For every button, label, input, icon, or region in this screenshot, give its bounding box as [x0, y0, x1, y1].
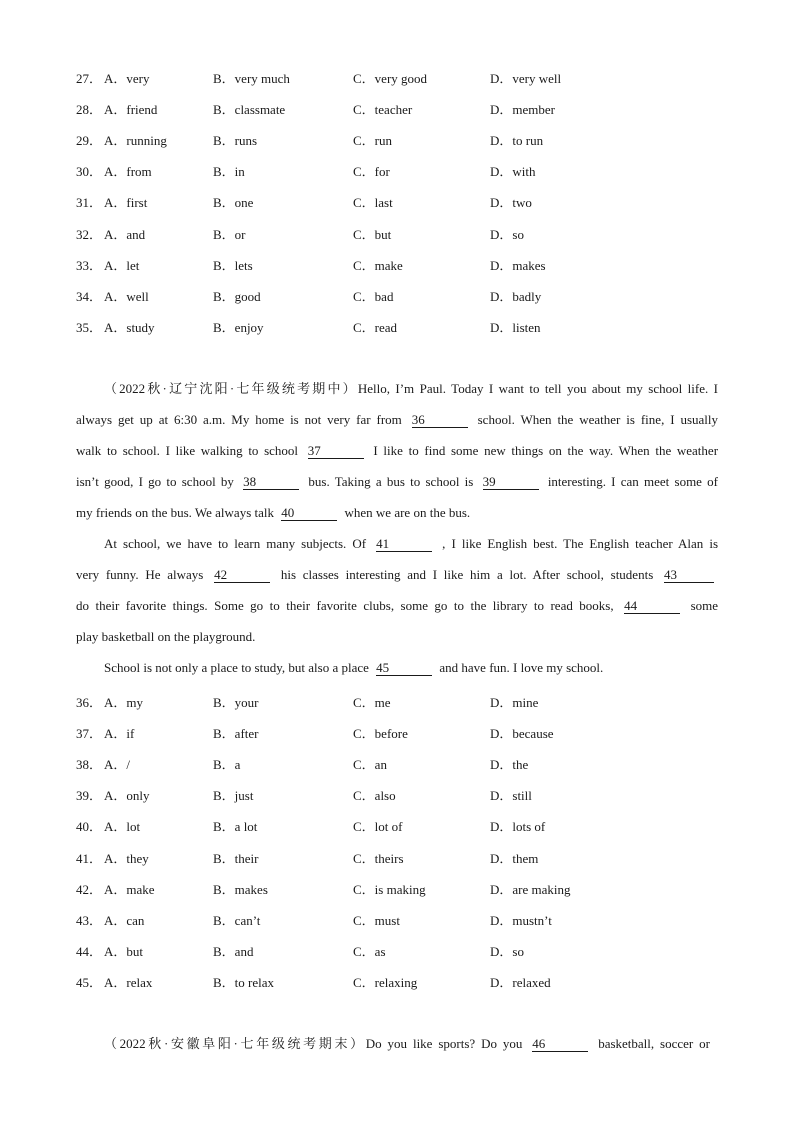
- option-a: A．my: [104, 695, 144, 710]
- question-number: 30．: [76, 164, 103, 179]
- option-b: B．one: [213, 195, 254, 210]
- passage-text: his classes interesting and I like him a lot. After school, students: [280, 567, 654, 582]
- option-b: B．a: [213, 757, 241, 772]
- blank-37[interactable]: 37: [308, 443, 364, 459]
- option-d: D．still: [490, 788, 532, 803]
- option-b: B．enjoy: [213, 320, 264, 335]
- option-d: D．member: [490, 102, 555, 117]
- option-b: B．can’t: [213, 913, 261, 928]
- option-a: A．relax: [104, 975, 153, 990]
- question-number: 32．: [76, 227, 103, 242]
- option-c: C．lot of: [353, 819, 403, 834]
- passage-text: school. When the weather is fine, I usually: [477, 412, 719, 427]
- question-number: 31．: [76, 195, 103, 210]
- option-d: D．mustn’t: [490, 913, 552, 928]
- question-number: 36．: [76, 695, 103, 710]
- option-d: D．mine: [490, 695, 539, 710]
- passage-line: [76, 466, 718, 497]
- question-number: 44．: [76, 944, 103, 959]
- option-b: B．very much: [213, 71, 290, 86]
- option-c: C．an: [353, 757, 387, 772]
- option-a: A．first: [104, 195, 148, 210]
- option-b: B．in: [213, 164, 245, 179]
- question-number: 39．: [76, 788, 103, 803]
- passage-text: my friends on the bus. We always talk: [76, 505, 275, 520]
- question-number: 42．: [76, 882, 103, 897]
- option-b: B．their: [213, 851, 259, 866]
- option-b: B．to relax: [213, 975, 275, 990]
- option-b: B．after: [213, 726, 259, 741]
- option-d: D．because: [490, 726, 554, 741]
- option-c: C．is making: [353, 882, 426, 897]
- passage-line: [76, 373, 718, 404]
- option-c: C．theirs: [353, 851, 404, 866]
- option-d: D．the: [490, 757, 529, 772]
- passage-text: very funny. He always: [76, 567, 204, 582]
- option-c: C．before: [353, 726, 408, 741]
- option-a: A．lot: [104, 819, 141, 834]
- option-d: D．so: [490, 227, 524, 242]
- option-c: C．read: [353, 320, 398, 335]
- option-a: A．/: [104, 757, 131, 772]
- option-a: A．well: [104, 289, 149, 304]
- option-c: C．me: [353, 695, 391, 710]
- question-number: 28．: [76, 102, 103, 117]
- option-d: D．them: [490, 851, 539, 866]
- passage-text: School is not only a place to study, but also a place: [104, 660, 369, 675]
- passage-source: （2022秋·安徽阜阳·七年级统考期末）: [104, 1036, 366, 1051]
- blank-38[interactable]: 38: [243, 474, 299, 490]
- passage-text: and have fun. I love my school.: [439, 660, 604, 675]
- blank-41[interactable]: 41: [376, 536, 432, 552]
- option-a: A．study: [104, 320, 155, 335]
- option-c: C．but: [353, 227, 392, 242]
- option-d: D．makes: [490, 258, 546, 273]
- passage-line: [76, 404, 718, 435]
- blank-39[interactable]: 39: [483, 474, 539, 490]
- option-d: D．so: [490, 944, 524, 959]
- next-passage: [104, 1028, 710, 1059]
- option-b: B．lets: [213, 258, 253, 273]
- question-number: 33．: [76, 258, 103, 273]
- blank-46[interactable]: 46: [532, 1036, 588, 1052]
- option-b: B．good: [213, 289, 261, 304]
- option-a: A．make: [104, 882, 155, 897]
- option-c: C．teacher: [353, 102, 413, 117]
- question-number: 29．: [76, 133, 103, 148]
- passage-line: [76, 590, 718, 621]
- question-number: 34．: [76, 289, 103, 304]
- passage-text: isn’t good, I go to school by: [76, 474, 234, 489]
- blank-43[interactable]: 43: [664, 567, 714, 583]
- question-number: 27．: [76, 71, 103, 86]
- blank-42[interactable]: 42: [214, 567, 270, 583]
- option-d: D．to run: [490, 133, 544, 148]
- blank-40[interactable]: 40: [281, 505, 337, 521]
- option-a: A．can: [104, 913, 145, 928]
- option-b: B．and: [213, 944, 254, 959]
- passage-text: Hello, I’m Paul. Today I want to tell you about my school life. I: [357, 381, 718, 396]
- option-c: C．as: [353, 944, 386, 959]
- option-c: C．for: [353, 164, 390, 179]
- option-a: A．friend: [104, 102, 158, 117]
- question-number: 35．: [76, 320, 103, 335]
- blank-44[interactable]: 44: [624, 598, 680, 614]
- passage-line: [76, 652, 718, 683]
- cloze-passage: [76, 373, 718, 683]
- passage-text: bus. Taking a bus to school is: [308, 474, 474, 489]
- question-number: 43．: [76, 913, 103, 928]
- passage-text: At school, we have to learn many subjects. Of: [104, 536, 367, 551]
- option-a: A．only: [104, 788, 150, 803]
- passage-text: basketball, soccer or: [598, 1036, 710, 1051]
- option-b: B．just: [213, 788, 254, 803]
- passage-text: , I like English best. The English teacher Alan is: [442, 536, 719, 551]
- option-a: A．if: [104, 726, 135, 741]
- option-d: D．very well: [490, 71, 562, 86]
- question-number: 41．: [76, 851, 103, 866]
- passage-text: I like to find some new things on the way. When the weather: [373, 443, 719, 458]
- blank-36[interactable]: 36: [412, 412, 468, 428]
- passage-line: [76, 621, 718, 652]
- option-b: B．or: [213, 227, 246, 242]
- option-c: C．very good: [353, 71, 428, 86]
- option-c: C．bad: [353, 289, 394, 304]
- passage-source: （2022秋·辽宁沈阳·七年级统考期中）: [104, 381, 358, 396]
- passage-line: [76, 435, 718, 466]
- passage-text: walk to school. I like walking to school: [76, 443, 299, 458]
- option-d: D．are making: [490, 882, 571, 897]
- option-d: D．badly: [490, 289, 542, 304]
- option-a: A．from: [104, 164, 152, 179]
- option-c: C．run: [353, 133, 393, 148]
- passage-text: some: [690, 598, 719, 613]
- option-d: D．relaxed: [490, 975, 551, 990]
- passage-text: when we are on the bus.: [344, 505, 471, 520]
- passage-text: interesting. I can meet some of: [547, 474, 719, 489]
- option-c: C．make: [353, 258, 403, 273]
- option-c: C．relaxing: [353, 975, 418, 990]
- blank-45[interactable]: 45: [376, 660, 432, 676]
- passage-line: [104, 1028, 710, 1059]
- option-c: C．must: [353, 913, 400, 928]
- option-a: A．and: [104, 227, 146, 242]
- passage-line: [76, 528, 718, 559]
- option-b: B．runs: [213, 133, 258, 148]
- passage-line: [76, 559, 718, 590]
- option-a: A．very: [104, 71, 150, 86]
- question-number: 45．: [76, 975, 103, 990]
- question-number: 38．: [76, 757, 103, 772]
- option-a: A．they: [104, 851, 149, 866]
- option-b: B．makes: [213, 882, 268, 897]
- question-number: 37．: [76, 726, 103, 741]
- option-d: D．with: [490, 164, 536, 179]
- option-d: D．listen: [490, 320, 541, 335]
- option-a: A．but: [104, 944, 144, 959]
- option-c: C．also: [353, 788, 396, 803]
- option-b: B．your: [213, 695, 259, 710]
- passage-text: always get up at 6:30 a.m. My home is not very far from: [76, 412, 402, 427]
- question-number: 40．: [76, 819, 103, 834]
- option-a: A．let: [104, 258, 140, 273]
- option-d: D．lots of: [490, 819, 546, 834]
- passage-line: [76, 497, 718, 528]
- passage-text: play basketball on the playground.: [76, 629, 256, 644]
- option-d: D．two: [490, 195, 532, 210]
- passage-text: Do you like sports? Do you: [365, 1036, 523, 1051]
- option-a: A．running: [104, 133, 167, 148]
- option-b: B．classmate: [213, 102, 286, 117]
- passage-text: do their favorite things. Some go to their favorite clubs, some go to the library to read books,: [76, 598, 614, 613]
- option-b: B．a lot: [213, 819, 258, 834]
- option-c: C．last: [353, 195, 393, 210]
